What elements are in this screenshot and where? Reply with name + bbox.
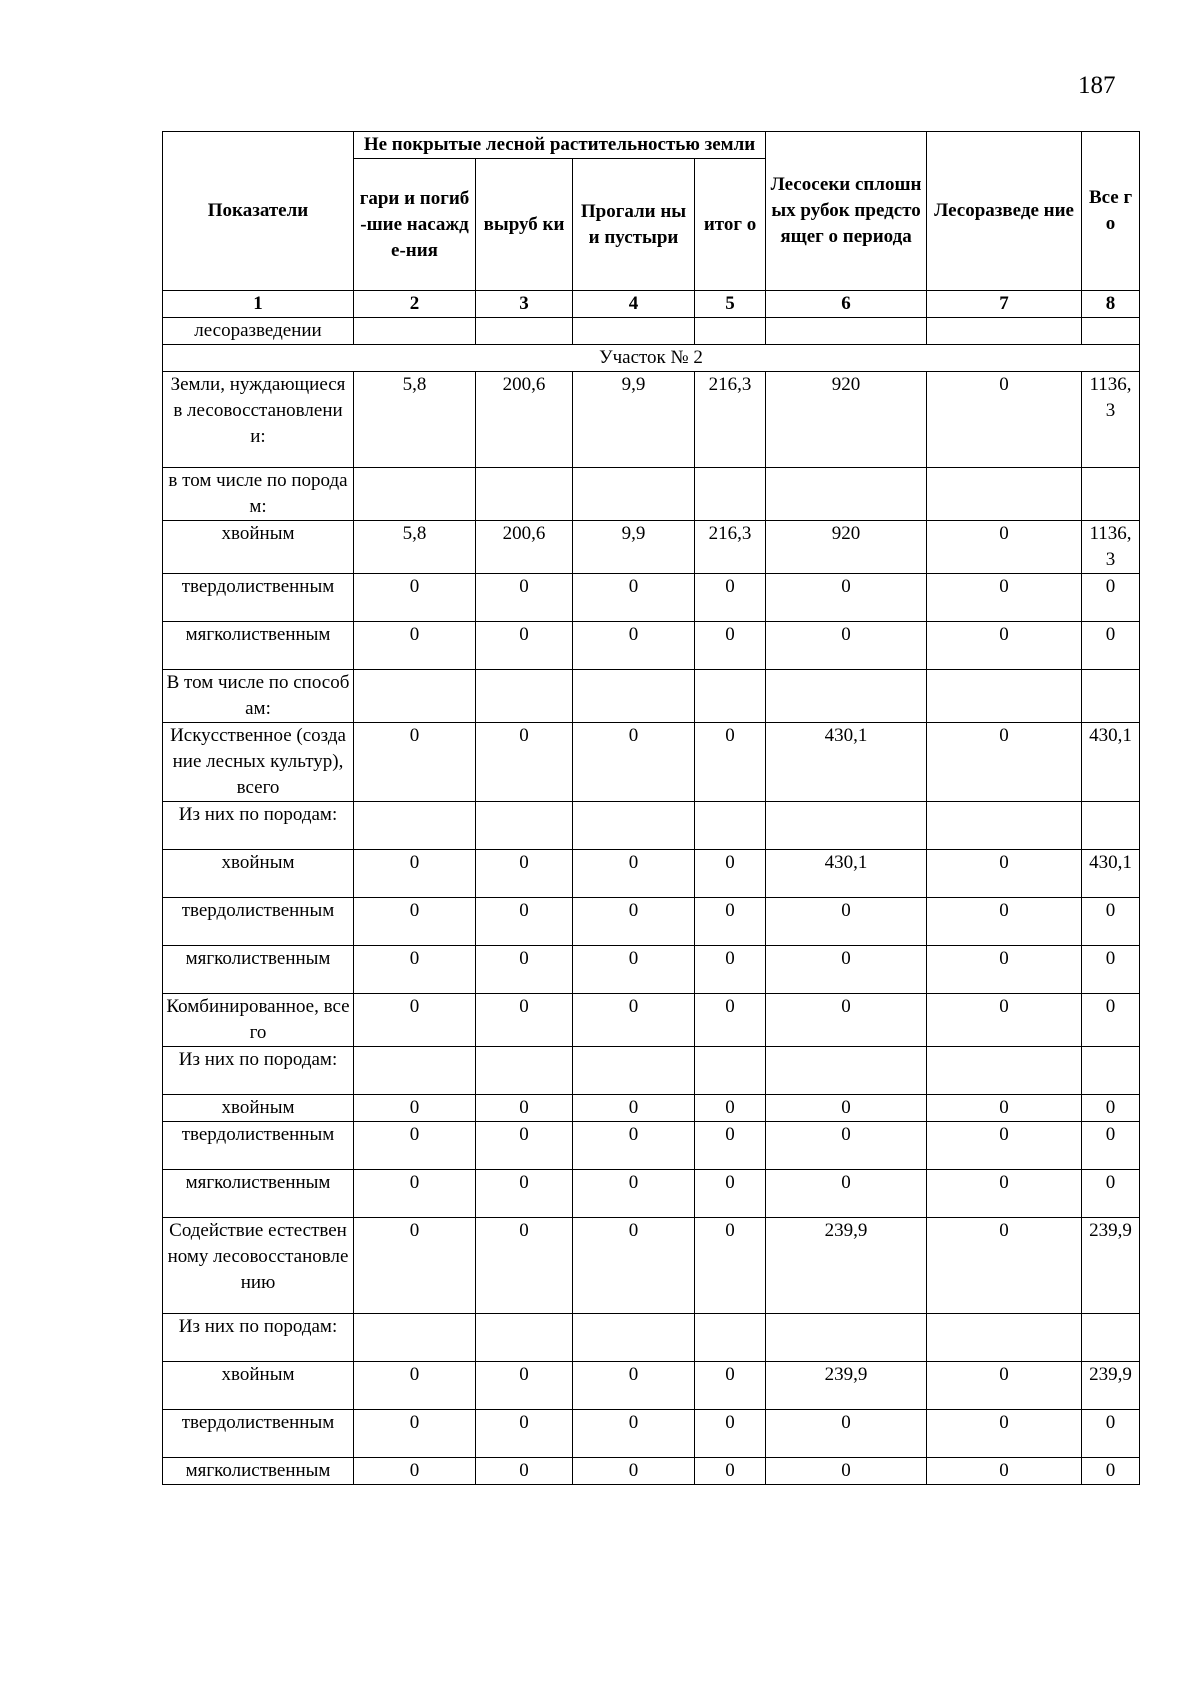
- table-cell: [766, 670, 927, 723]
- table-cell: 0: [573, 1095, 695, 1122]
- table-cell: 0: [1082, 1095, 1140, 1122]
- table-cell: 0: [695, 1410, 766, 1458]
- header-indicators: Показатели: [163, 132, 354, 291]
- table-cell: 0: [354, 1095, 476, 1122]
- table-cell: 9,9: [573, 521, 695, 574]
- header-cutting-areas: Лесосеки сплошных рубок предстоящег о периода: [766, 132, 927, 291]
- table-cell: 239,9: [766, 1218, 927, 1314]
- table-cell: 0: [573, 1170, 695, 1218]
- header-burned-stands: гари и погиб-шие насажде-ния: [354, 159, 476, 291]
- table-cell: 0: [695, 946, 766, 994]
- table-cell: 0: [1082, 1410, 1140, 1458]
- table-row: [163, 723, 1140, 802]
- table-cell: [476, 468, 573, 521]
- table-cell: 0: [1082, 1458, 1140, 1485]
- table-row: [163, 1170, 1140, 1218]
- table-cell: 0: [927, 1170, 1082, 1218]
- table-cell: 920: [766, 372, 927, 468]
- table-row: [163, 994, 1140, 1047]
- row-indicator: хвойным: [163, 521, 354, 574]
- table-cell: 0: [476, 723, 573, 802]
- table-cell: 0: [927, 946, 1082, 994]
- table-cell: 0: [695, 898, 766, 946]
- table-cell: [927, 1314, 1082, 1362]
- table-cell: 0: [476, 1122, 573, 1170]
- header-uncovered-lands: Не покрытые лесной растительностью земли: [354, 132, 766, 159]
- table-cell: 0: [766, 1095, 927, 1122]
- table-cell: 0: [927, 574, 1082, 622]
- table-cell: [695, 318, 766, 345]
- table-row: [163, 1095, 1140, 1122]
- table-cell: 0: [927, 898, 1082, 946]
- table-cell: [476, 1047, 573, 1095]
- table-cell: 0: [1082, 1170, 1140, 1218]
- table-cell: [1082, 1047, 1140, 1095]
- table-cell: 0: [354, 622, 476, 670]
- table-cell: [695, 1314, 766, 1362]
- table-cell: 430,1: [1082, 723, 1140, 802]
- table-cell: [476, 802, 573, 850]
- table-row: [163, 318, 1140, 345]
- table-cell: 0: [354, 1410, 476, 1458]
- table-cell: 0: [695, 723, 766, 802]
- row-indicator: мягколиственным: [163, 1170, 354, 1218]
- table-cell: 0: [1082, 994, 1140, 1047]
- table-cell: 0: [573, 850, 695, 898]
- table-cell: [695, 802, 766, 850]
- table-row: [163, 1458, 1140, 1485]
- row-indicator: твердолиственным: [163, 1122, 354, 1170]
- table-cell: 0: [695, 1170, 766, 1218]
- table-row: [163, 946, 1140, 994]
- table-cell: 1136,3: [1082, 372, 1140, 468]
- table-cell: 430,1: [766, 723, 927, 802]
- table-cell: 0: [766, 1122, 927, 1170]
- row-indicator: мягколиственным: [163, 946, 354, 994]
- table-cell: 0: [695, 1458, 766, 1485]
- column-numbers-row: [163, 291, 1140, 318]
- table-cell: 0: [695, 1218, 766, 1314]
- table-cell: [1082, 670, 1140, 723]
- table-cell: [573, 802, 695, 850]
- table-cell: [476, 1314, 573, 1362]
- table-cell: 0: [354, 723, 476, 802]
- forest-lands-table: [162, 131, 1140, 1485]
- table-cell: 239,9: [766, 1362, 927, 1410]
- table-cell: 0: [354, 994, 476, 1047]
- row-indicator: Из них по породам:: [163, 1314, 354, 1362]
- table-row: [163, 1314, 1140, 1362]
- table-cell: [927, 468, 1082, 521]
- row-indicator: твердолиственным: [163, 898, 354, 946]
- table-cell: 0: [1082, 946, 1140, 994]
- table-cell: 0: [695, 1362, 766, 1410]
- table-row: [163, 468, 1140, 521]
- table-cell: 0: [927, 1410, 1082, 1458]
- table-cell: 0: [927, 372, 1082, 468]
- row-indicator: в том числе по породам:: [163, 468, 354, 521]
- table-cell: 1136,3: [1082, 521, 1140, 574]
- table-cell: [695, 1047, 766, 1095]
- table-cell: 0: [354, 1122, 476, 1170]
- table-cell: 0: [573, 1218, 695, 1314]
- table-cell: 0: [766, 1458, 927, 1485]
- row-indicator: Искусственное (создание лесных культур), всего: [163, 723, 354, 802]
- row-indicator: Комбинированное, всего: [163, 994, 354, 1047]
- table-row: [163, 1362, 1140, 1410]
- table-cell: 0: [695, 994, 766, 1047]
- row-indicator: В том числе по способам:: [163, 670, 354, 723]
- table-cell: [354, 468, 476, 521]
- row-indicator: мягколиственным: [163, 622, 354, 670]
- table-cell: 0: [354, 1170, 476, 1218]
- table-row: [163, 1218, 1140, 1314]
- table-cell: 0: [1082, 574, 1140, 622]
- table-cell: 0: [573, 946, 695, 994]
- table-cell: 0: [354, 850, 476, 898]
- table-cell: 0: [476, 1458, 573, 1485]
- table-cell: 0: [573, 1458, 695, 1485]
- section-row: [163, 345, 1140, 372]
- table-cell: 200,6: [476, 521, 573, 574]
- column-number: 5: [695, 291, 766, 318]
- table-row: [163, 1047, 1140, 1095]
- table-cell: 0: [695, 574, 766, 622]
- header-grand-total: Все го: [1082, 132, 1140, 291]
- row-indicator: хвойным: [163, 850, 354, 898]
- table-cell: 0: [476, 850, 573, 898]
- table-cell: 0: [695, 622, 766, 670]
- table-cell: [354, 318, 476, 345]
- table-row: [163, 372, 1140, 468]
- table-cell: 0: [354, 1458, 476, 1485]
- table-cell: [573, 1047, 695, 1095]
- row-indicator: Из них по породам:: [163, 802, 354, 850]
- table-body: [163, 318, 1140, 1485]
- table-cell: 0: [354, 1362, 476, 1410]
- table-cell: 0: [476, 574, 573, 622]
- row-indicator: мягколиственным: [163, 1458, 354, 1485]
- table-row: [163, 622, 1140, 670]
- table-cell: 0: [476, 946, 573, 994]
- table-cell: 920: [766, 521, 927, 574]
- table-cell: 216,3: [695, 372, 766, 468]
- table-cell: 0: [927, 723, 1082, 802]
- table-row: [163, 670, 1140, 723]
- table-cell: 0: [766, 622, 927, 670]
- table-cell: 0: [476, 898, 573, 946]
- column-number: 4: [573, 291, 695, 318]
- header-glades: Прогали ны и пустыри: [573, 159, 695, 291]
- table-cell: 0: [573, 1122, 695, 1170]
- header-subtotal: итог о: [695, 159, 766, 291]
- table-cell: 0: [354, 898, 476, 946]
- table-cell: 0: [1082, 622, 1140, 670]
- table-cell: 0: [354, 1218, 476, 1314]
- table-cell: 0: [927, 622, 1082, 670]
- table-cell: [927, 802, 1082, 850]
- table-cell: [476, 318, 573, 345]
- table-cell: 0: [573, 898, 695, 946]
- row-indicator: Из них по породам:: [163, 1047, 354, 1095]
- table-cell: 0: [354, 946, 476, 994]
- table-cell: 239,9: [1082, 1218, 1140, 1314]
- table-cell: 5,8: [354, 521, 476, 574]
- table-cell: [766, 802, 927, 850]
- table-cell: 0: [573, 723, 695, 802]
- table-cell: 0: [766, 946, 927, 994]
- column-number: 8: [1082, 291, 1140, 318]
- table-cell: [766, 1314, 927, 1362]
- table-cell: 0: [354, 574, 476, 622]
- table-row: [163, 521, 1140, 574]
- table-cell: 0: [573, 1362, 695, 1410]
- row-indicator: хвойным: [163, 1095, 354, 1122]
- table-cell: [573, 670, 695, 723]
- table-cell: 0: [695, 1095, 766, 1122]
- table-cell: 0: [476, 1362, 573, 1410]
- table-cell: 0: [476, 1095, 573, 1122]
- table-cell: [354, 1047, 476, 1095]
- table-cell: 5,8: [354, 372, 476, 468]
- section-title: Участок № 2: [163, 345, 1140, 372]
- table-cell: 0: [927, 1458, 1082, 1485]
- column-number: 3: [476, 291, 573, 318]
- column-number: 1: [163, 291, 354, 318]
- table-cell: 430,1: [766, 850, 927, 898]
- table-cell: 216,3: [695, 521, 766, 574]
- table-cell: 0: [476, 1410, 573, 1458]
- table-cell: [1082, 318, 1140, 345]
- row-indicator: твердолиственным: [163, 574, 354, 622]
- table-cell: 430,1: [1082, 850, 1140, 898]
- table-row: [163, 898, 1140, 946]
- table-cell: [1082, 468, 1140, 521]
- table-row: [163, 850, 1140, 898]
- table-cell: 0: [695, 1122, 766, 1170]
- column-number: 6: [766, 291, 927, 318]
- table-cell: [573, 318, 695, 345]
- page-number: 187: [1078, 72, 1116, 99]
- table-cell: 0: [476, 1170, 573, 1218]
- table-cell: [695, 468, 766, 521]
- table-cell: 200,6: [476, 372, 573, 468]
- header-afforestation: Лесоразведе ние: [927, 132, 1082, 291]
- table-cell: 9,9: [573, 372, 695, 468]
- table-cell: 0: [695, 850, 766, 898]
- table-cell: [354, 670, 476, 723]
- table-cell: [573, 1314, 695, 1362]
- table-cell: 0: [927, 1362, 1082, 1410]
- table-cell: [1082, 802, 1140, 850]
- table-cell: [354, 802, 476, 850]
- row-indicator: лесоразведении: [163, 318, 354, 345]
- table-cell: [927, 670, 1082, 723]
- table-cell: [766, 468, 927, 521]
- row-indicator: Земли, нуждающиеся в лесовосстановлении:: [163, 372, 354, 468]
- row-indicator: твердолиственным: [163, 1410, 354, 1458]
- table-cell: [476, 670, 573, 723]
- table-cell: 0: [766, 574, 927, 622]
- table-cell: 0: [573, 574, 695, 622]
- table-cell: [573, 468, 695, 521]
- table-cell: [695, 670, 766, 723]
- table-cell: [927, 318, 1082, 345]
- table-cell: 0: [927, 994, 1082, 1047]
- table-cell: 0: [766, 1170, 927, 1218]
- column-number: 7: [927, 291, 1082, 318]
- table-cell: 239,9: [1082, 1362, 1140, 1410]
- table-cell: 0: [573, 1410, 695, 1458]
- table-cell: 0: [476, 994, 573, 1047]
- table-cell: 0: [573, 994, 695, 1047]
- table-cell: 0: [1082, 1122, 1140, 1170]
- table-cell: 0: [766, 994, 927, 1047]
- table-cell: [766, 1047, 927, 1095]
- table-row: [163, 1122, 1140, 1170]
- table-cell: 0: [476, 622, 573, 670]
- table-row: [163, 802, 1140, 850]
- table-cell: 0: [927, 1095, 1082, 1122]
- header-clearings: выруб ки: [476, 159, 573, 291]
- table-cell: 0: [927, 521, 1082, 574]
- table-cell: 0: [766, 898, 927, 946]
- table-cell: [354, 1314, 476, 1362]
- column-number: 2: [354, 291, 476, 318]
- table-cell: [927, 1047, 1082, 1095]
- row-indicator: хвойным: [163, 1362, 354, 1410]
- row-indicator: Содействие естественному лесовосстановлению: [163, 1218, 354, 1314]
- table-row: [163, 574, 1140, 622]
- table-cell: [1082, 1314, 1140, 1362]
- table-cell: [766, 318, 927, 345]
- table-cell: 0: [927, 1218, 1082, 1314]
- table-cell: 0: [927, 850, 1082, 898]
- table-cell: 0: [927, 1122, 1082, 1170]
- table-cell: 0: [573, 622, 695, 670]
- table-cell: 0: [1082, 898, 1140, 946]
- table-cell: 0: [476, 1218, 573, 1314]
- table-cell: 0: [766, 1410, 927, 1458]
- table-row: [163, 1410, 1140, 1458]
